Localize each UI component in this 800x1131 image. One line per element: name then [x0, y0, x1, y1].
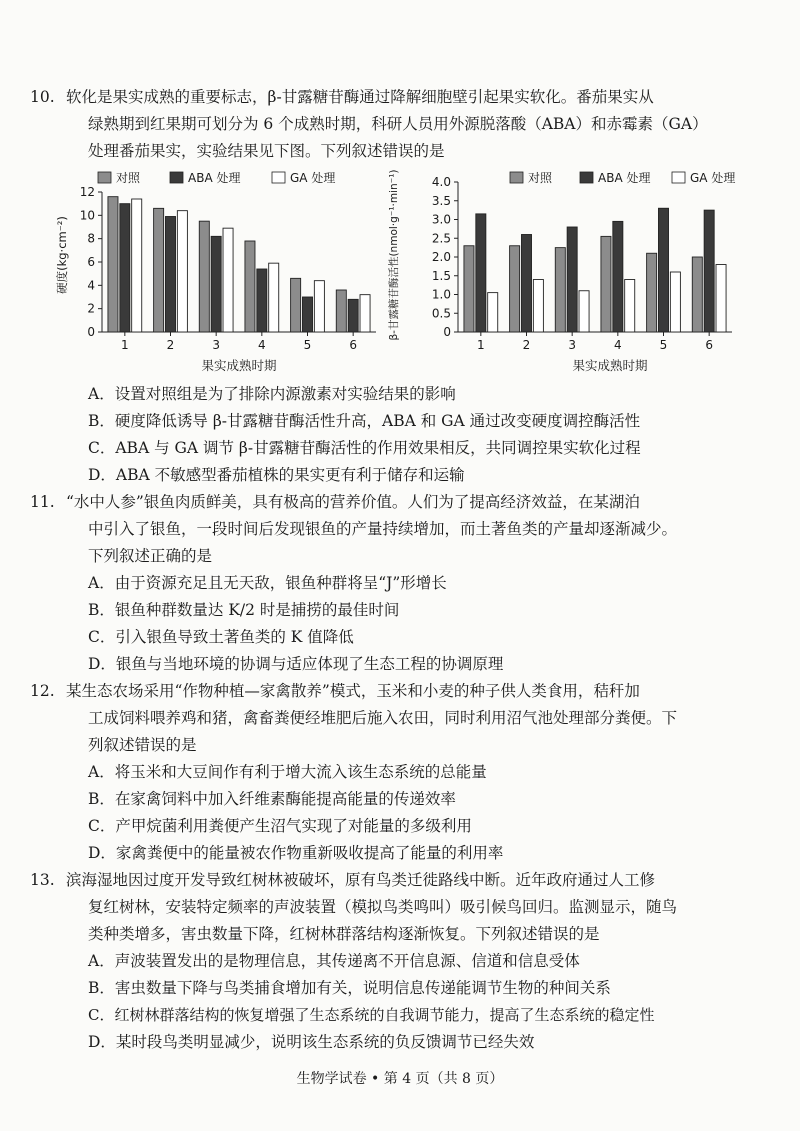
option-a[interactable]: A．将玉米和大豆间作有利于增大流入该生态系统的总能量: [88, 763, 487, 781]
y-tick-label: 12: [79, 185, 95, 199]
bar-aba-period-1: [120, 204, 130, 332]
y-tick-label: 2.0: [431, 250, 451, 264]
option-b[interactable]: B．在家禽饲料中加入纤维素酶能提高能量的传递效率: [88, 790, 456, 808]
bar-aba-period-6: [704, 210, 714, 332]
question-10: [30, 84, 746, 165]
x-tick-label: 3: [568, 338, 576, 352]
figure-charts: [40, 160, 740, 380]
bar-ga-period-2: [177, 211, 187, 332]
bar-ga-period-6: [360, 295, 370, 332]
bar-control-period-6: [336, 290, 346, 332]
option-d[interactable]: D．银鱼与当地环境的协调与适应体现了生态工程的协调原理: [88, 655, 504, 673]
bar-ga-period-4: [269, 263, 279, 332]
bar-control-period-1: [108, 197, 118, 332]
bar-control-period-6: [692, 257, 702, 332]
legend-label-aba: ABA 处理: [188, 171, 241, 185]
question-stem-line: 某生态农场采用“作物种植—家禽散养”模式，玉米和小麦的种子供人类食用，秸秆加: [66, 682, 640, 700]
bar-ga-period-3: [223, 228, 233, 332]
question-stem-line: 下列叙述正确的是: [88, 547, 213, 565]
legend-swatch-control: [98, 172, 111, 183]
y-tick-label: 3.5: [431, 193, 451, 208]
question-10-options: [66, 381, 746, 489]
x-tick-label: 2: [522, 338, 531, 352]
bar-ga-period-5: [314, 281, 324, 332]
question-number: 13.: [30, 871, 55, 889]
legend-swatch-ga: [672, 172, 685, 183]
y-tick-label: 4.0: [431, 175, 451, 189]
x-axis-label: 果实成熟时期: [201, 358, 277, 373]
question-stem-line: 列叙述错误的是: [88, 736, 197, 754]
option-c[interactable]: C．产甲烷菌利用粪便产生沼气实现了对能量的多级利用: [88, 817, 472, 835]
bar-control-period-4: [245, 241, 255, 332]
bar-control-period-2: [510, 246, 520, 332]
question-stem-line: 绿熟期到红果期可划分为 6 个成熟时期，科研人员用外源脱落酸（ABA）和赤霉素（GA）: [88, 115, 708, 133]
x-axis-label: 果实成熟时期: [572, 358, 648, 373]
y-tick-label: 0: [87, 325, 95, 339]
option-a[interactable]: A．声波装置发出的是物理信息，其传递离不开信息源、信道和信息受体: [88, 952, 580, 970]
bar-ga-period-1: [132, 199, 142, 332]
option-d[interactable]: D．家禽粪便中的能量被农作物重新吸收提高了能量的利用率: [88, 844, 504, 862]
legend-label-aba: ABA 处理: [598, 171, 651, 185]
option-a[interactable]: A．由于资源充足且无天敌，银鱼种群将呈“J”形增长: [88, 574, 447, 592]
option-d[interactable]: D．ABA 不敏感型番茄植株的果实更有利于储存和运输: [88, 466, 465, 484]
bar-ga-period-1: [488, 293, 498, 332]
y-axis-label: β-甘露糖苷酶活性(nmol·g⁻¹·min⁻¹): [388, 169, 400, 341]
bar-aba-period-2: [521, 235, 531, 333]
bar-aba-period-3: [211, 236, 221, 332]
y-axis-label: 硬度(kg·cm⁻²): [55, 216, 69, 294]
question-11: [30, 489, 746, 678]
bar-control-period-3: [555, 248, 565, 332]
page-footer: 生物学试卷 • 第 4 页（共 8 页）: [296, 1071, 504, 1087]
bar-control-period-5: [647, 253, 657, 332]
option-b[interactable]: B．害虫数量下降与鸟类捕食增加有关，说明信息传递能调节生物的种间关系: [88, 979, 611, 997]
question-stem-line: “水中人参”银鱼肉质鲜美，具有极高的营养价值。人们为了提高经济效益，在某湖泊: [66, 493, 640, 511]
question-stem-line: 滨海湿地因过度开发导致红树林被破坏，原有鸟类迁徙路线中断。近年政府通过人工修: [66, 871, 656, 889]
bar-control-period-5: [291, 278, 301, 332]
option-d[interactable]: D．某时段鸟类明显减少，说明该生态系统的负反馈调节已经失效: [88, 1033, 535, 1051]
y-tick-label: 0.5: [431, 306, 451, 321]
legend-swatch-control: [510, 172, 523, 183]
legend-label-control: 对照: [116, 171, 141, 185]
x-tick-label: 2: [166, 338, 175, 352]
question-stem-line: 处理番茄果实，实验结果见下图。下列叙述错误的是: [88, 142, 445, 160]
question-number: 12.: [30, 682, 55, 700]
bar-ga-period-2: [533, 280, 543, 333]
legend: [98, 170, 335, 185]
hardness-chart: [55, 170, 376, 373]
option-c[interactable]: C．引入银鱼导致土著鱼类的 K 值降低: [88, 628, 354, 646]
question-stem-line: 软化是果实成熟的重要标志，β-甘露糖苷酶通过降解细胞壁引起果实软化。番茄果实从: [66, 88, 654, 106]
bar-aba-period-2: [165, 217, 175, 333]
x-tick-label: 5: [303, 338, 312, 352]
bar-control-period-3: [199, 221, 209, 332]
bar-control-period-4: [601, 236, 611, 332]
bar-aba-period-3: [567, 227, 577, 332]
y-tick-label: 1.5: [431, 268, 451, 283]
option-b[interactable]: B．硬度降低诱导 β-甘露糖苷酶活性升高，ABA 和 GA 通过改变硬度调控酶活性: [88, 412, 641, 430]
question-12: [30, 678, 746, 867]
y-tick-label: 8: [87, 231, 95, 246]
legend: [510, 170, 735, 185]
x-tick-label: 1: [121, 338, 129, 352]
y-tick-label: 3.0: [431, 212, 451, 227]
legend-label-ga: GA 处理: [290, 171, 336, 185]
legend-label-control: 对照: [528, 171, 553, 185]
x-tick-label: 4: [614, 338, 622, 352]
bar-aba-period-4: [613, 221, 623, 332]
x-tick-label: 6: [705, 338, 713, 352]
bar-ga-period-5: [670, 272, 680, 332]
legend-swatch-aba: [580, 172, 593, 183]
bar-aba-period-5: [658, 208, 668, 332]
y-tick-label: 4: [87, 278, 95, 293]
question-stem-line: 复红树林，安装特定频率的声波装置（模拟鸟类鸣叫）吸引候鸟回归。监测显示，随鸟: [88, 898, 678, 916]
option-c[interactable]: C．ABA 与 GA 调节 β-甘露糖苷酶活性的作用效果相反，共同调控果实软化过程: [88, 439, 641, 457]
question-13: [30, 867, 746, 1056]
legend-label-ga: GA 处理: [690, 171, 736, 185]
bar-control-period-2: [154, 208, 164, 332]
x-tick-label: 4: [258, 338, 266, 352]
bar-control-period-1: [464, 246, 474, 332]
y-tick-label: 2.5: [431, 231, 451, 246]
bar-aba-period-4: [257, 269, 267, 332]
bar-aba-period-1: [476, 214, 486, 332]
enzyme-activity-chart: [387, 169, 735, 373]
x-tick-label: 5: [659, 338, 668, 352]
y-tick-label: 10: [79, 208, 95, 223]
bar-ga-period-6: [716, 265, 726, 333]
option-a[interactable]: A．设置对照组是为了排除内源激素对实验结果的影响: [88, 385, 456, 403]
legend-swatch-aba: [170, 172, 183, 183]
question-stem-line: 中引入了银鱼，一段时间后发现银鱼的产量持续增加，而土著鱼类的产量却逐渐减少。: [88, 520, 678, 538]
legend-swatch-ga: [272, 172, 285, 183]
bar-aba-period-6: [348, 299, 358, 332]
y-tick-label: 0: [443, 325, 451, 339]
question-number: 10.: [30, 88, 55, 106]
x-tick-label: 6: [349, 338, 357, 352]
x-tick-label: 1: [477, 338, 485, 352]
y-tick-label: 2: [87, 301, 95, 316]
question-number: 11.: [30, 493, 55, 511]
y-tick-label: 6: [87, 255, 95, 269]
option-b[interactable]: B．银鱼种群数量达 K/2 时是捕捞的最佳时间: [88, 601, 400, 619]
bar-ga-period-3: [579, 291, 589, 332]
option-c[interactable]: C．红树林群落结构的恢复增强了生态系统的自我调节能力，提高了生态系统的稳定性: [88, 1006, 655, 1024]
question-stem-line: 类种类增多，害虫数量下降，红树林群落结构逐渐恢复。下列叙述错误的是: [88, 925, 600, 943]
x-tick-label: 3: [212, 338, 220, 352]
bar-aba-period-5: [302, 297, 312, 332]
bar-ga-period-4: [625, 280, 635, 333]
y-tick-label: 1.0: [431, 287, 451, 302]
question-stem-line: 工成饲料喂养鸡和猪，禽畜粪便经堆肥后施入农田，同时利用沼气池处理部分粪便。下: [88, 709, 678, 727]
